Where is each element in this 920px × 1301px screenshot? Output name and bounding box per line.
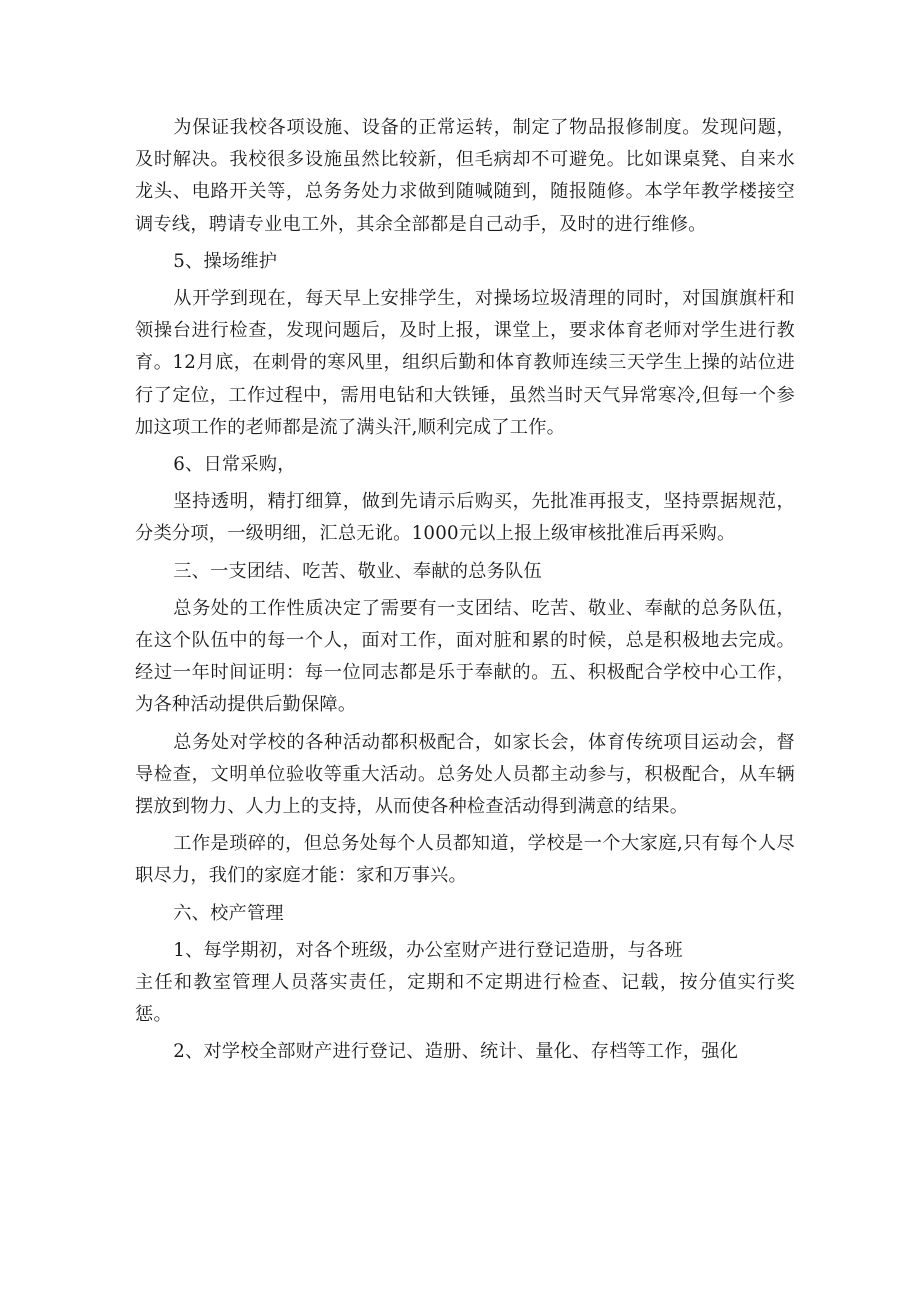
heading-property-management: 六、校产管理 bbox=[173, 902, 284, 924]
paragraph-playground: 从开学到现在，每天早上安排学生，对操场垃圾清理的同时，对国旗旗杆和领操台进行检查，发现问题后，及时上报，课堂上，要求体育老师对学生进行教育。12月底，在刺骨的寒风里，组织后勤和体育教师连续三天学生上操的站位进行了定位，工作过程中，需用电钻和大铁锤，虽然当时天气异常寒冷,但每一个参加这项工作的老师都是流了满头汗,顺利完成了工作。 bbox=[135, 288, 795, 438]
paragraph-property-registration bbox=[135, 935, 795, 1032]
paragraph-team: 总务处的工作性质决定了需要有一支团结、吃苦、敬业、奉献的总务队伍，在这个队伍中的每一个人，面对工作，面对脏和累的时候，总是积极地去完成。经过一年时间证明：每一位同志都是乐于奉献的。五、积极配合学校中心工作，为各种活动提供后勤保障。 bbox=[135, 597, 795, 716]
paragraph-activities: 总务处对学校的各种活动都积极配合，如家长会，体育传统项目运动会，督导检查，文明单位验收等重大活动。总务处人员都主动参与，积极配合，从车辆摆放到物力、人力上的支持，从而使各种检查活动得到满意的结果。 bbox=[135, 731, 795, 818]
paragraph-family: 工作是琐碎的，但总务处每个人员都知道，学校是一个大家庭,只有每个人尽职尽力，我们的家庭才能：家和万事兴。 bbox=[135, 833, 795, 887]
heading-team: 三、一支团结、吃苦、敬业、奉献的总务队伍 bbox=[173, 560, 542, 582]
document-page bbox=[135, 112, 795, 1069]
paragraph-purchasing: 坚持透明，精打细算，做到先请示后购买，先批准再报支，坚持票据规范，分类分项，一级明细，汇总无讹。1000元以上报上级审核批准后再采购。 bbox=[135, 491, 795, 545]
paragraph-continuation: 主任和教室管理人员落实责任，定期和不定期进行检查、记载，按分值实行奖惩。 bbox=[135, 972, 795, 1026]
paragraph-line: 1、每学期初，对各个班级，办公室财产进行登记造册，与各班 bbox=[173, 939, 683, 961]
paragraph-repair-system: 为保证我校各项设施、设备的正常运转，制定了物品报修制度。发现问题，及时解决。我校很多设施虽然比较新，但毛病却不可避免。比如课桌凳、自来水龙头、电路开关等，总务务处力求做到随喊随到，随报随修。本学年教学楼接空调专线，聘请专业电工外，其余全部都是自己动手，及时的进行维修。 bbox=[135, 117, 795, 235]
paragraph-asset-records: 2、对学校全部财产进行登记、造册、统计、量化、存档等工作，强化 bbox=[173, 1041, 739, 1063]
heading-daily-purchasing: 6、日常采购， bbox=[173, 454, 296, 476]
heading-playground-maintenance: 5、操场维护 bbox=[173, 250, 278, 272]
